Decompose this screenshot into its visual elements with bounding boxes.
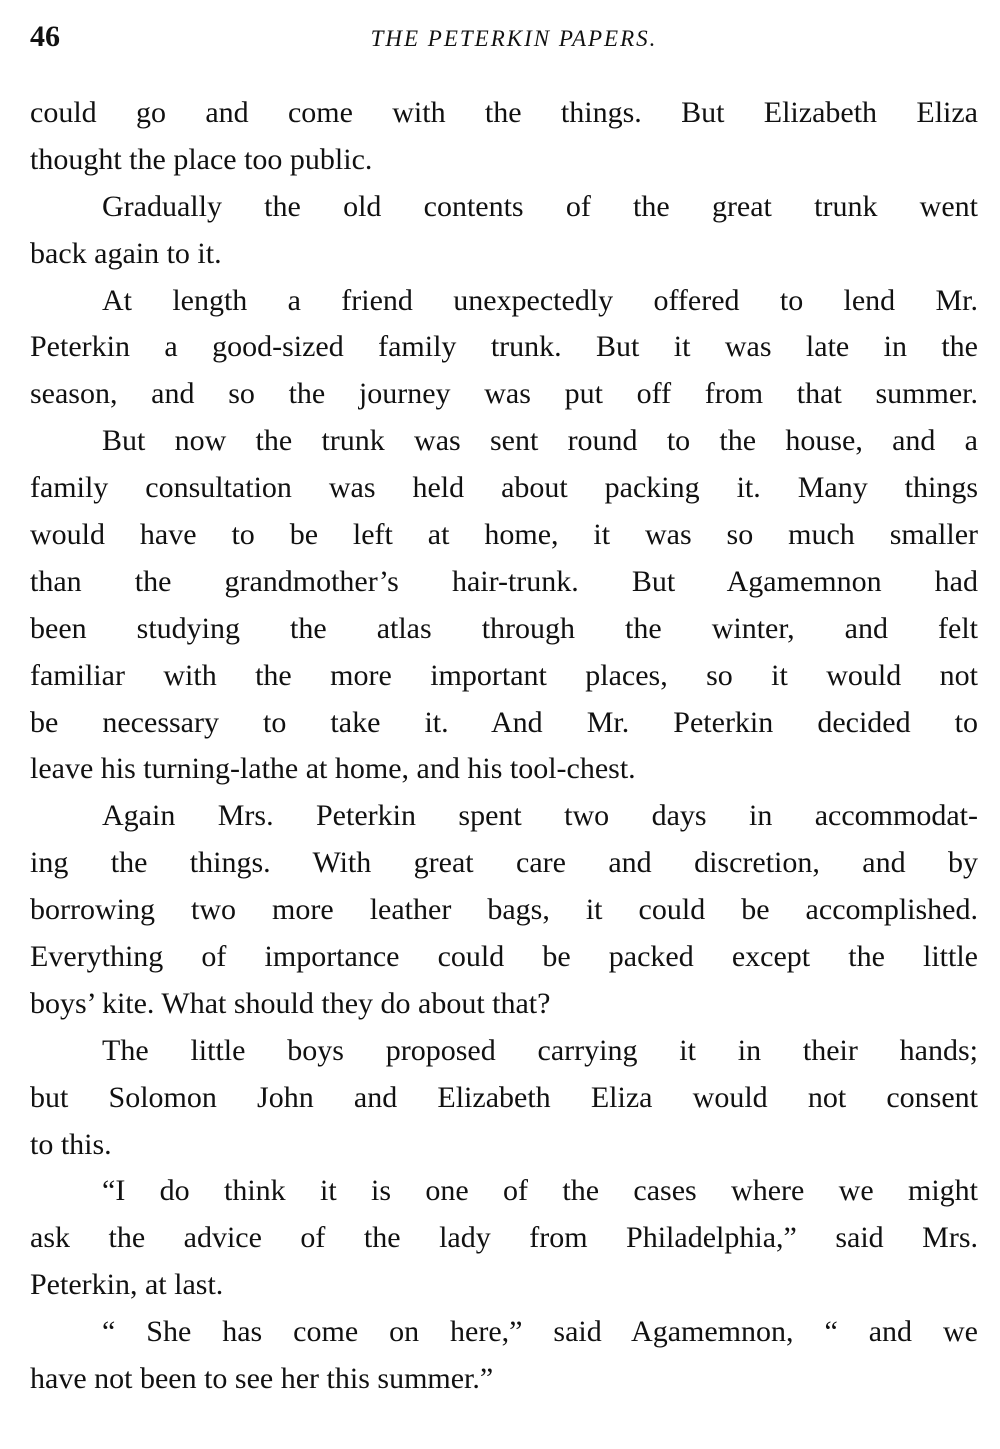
- text-line: ask the advice of the lady from Philadelphia,” said Mrs.: [30, 1221, 978, 1255]
- text-line: season, and so the journey was put off from that summer.: [30, 377, 978, 411]
- text-line: thought the place too public.: [30, 142, 373, 176]
- text-line: “ She has come on here,” said Agamemnon, “ and we: [102, 1315, 978, 1349]
- text-line: been studying the atlas through the winter, and felt: [30, 611, 978, 645]
- text-line: to this.: [30, 1127, 112, 1161]
- text-line: ing the things. With great care and discretion, and by: [30, 846, 978, 880]
- text-line: be necessary to take it. And Mr. Peterkin decided to: [30, 705, 978, 739]
- text-line: Everything of importance could be packed except the little: [30, 940, 978, 974]
- text-line: boys’ kite. What should they do about that?: [30, 986, 551, 1020]
- text-line: have not been to see her this summer.”: [30, 1362, 494, 1396]
- text-line: Gradually the old contents of the great trunk went: [102, 189, 978, 223]
- body-text: [30, 90, 978, 1403]
- text-line: could go and come with the things. But Elizabeth Eliza: [30, 96, 978, 129]
- page-number: 46: [30, 20, 60, 53]
- text-line: family consultation was held about packing it. Many things: [30, 471, 978, 505]
- text-line: At length a friend unexpectedly offered to lend Mr.: [102, 283, 978, 317]
- text-line: “I do think it is one of the cases where we might: [102, 1174, 978, 1208]
- text-line: would have to be left at home, it was so much smaller: [30, 518, 978, 552]
- running-title: THE PETERKIN PAPERS.: [370, 26, 658, 51]
- text-line: borrowing two more leather bags, it could be accomplished.: [30, 893, 978, 927]
- text-line: familiar with the more important places, so it would not: [30, 658, 978, 692]
- text-line: than the grandmother’s hair-trunk. But Agamemnon had: [30, 564, 978, 598]
- text-line: Again Mrs. Peterkin spent two days in accommodat-: [102, 799, 978, 833]
- text-line: Peterkin, at last.: [30, 1268, 224, 1302]
- running-head: [30, 18, 978, 58]
- text-line: Peterkin a good-sized family trunk. But it was late in the: [30, 330, 978, 364]
- text-line: The little boys proposed carrying it in their hands;: [102, 1033, 978, 1067]
- text-line: back again to it.: [30, 236, 222, 270]
- text-line: leave his turning-lathe at home, and his tool-chest.: [30, 752, 636, 786]
- text-line: But now the trunk was sent round to the house, and a: [102, 424, 978, 458]
- text-line: but Solomon John and Elizabeth Eliza would not consent: [30, 1080, 978, 1114]
